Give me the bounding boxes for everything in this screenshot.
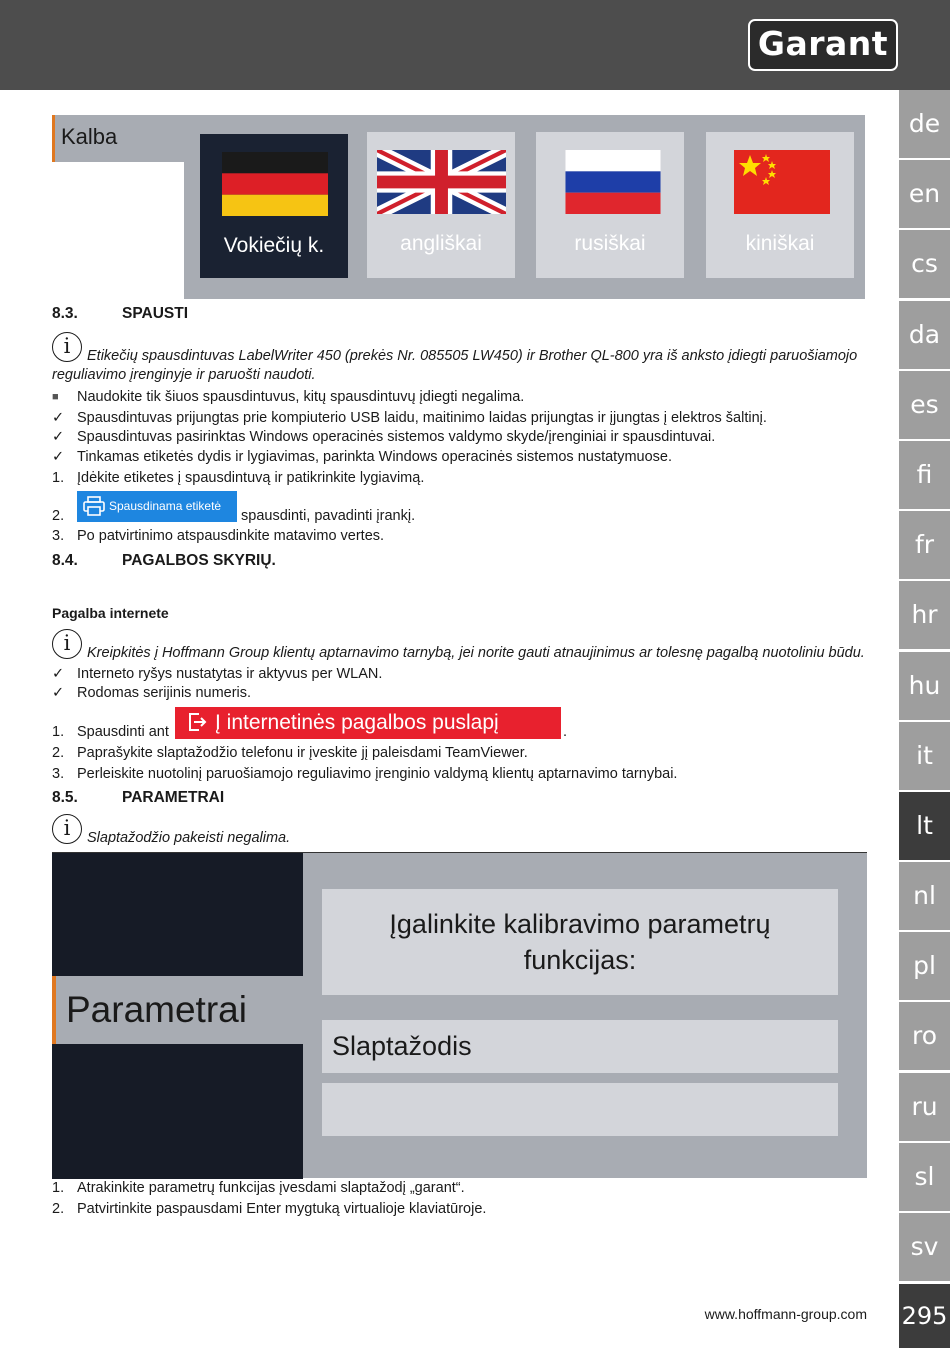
language-tab-it[interactable]: it bbox=[899, 722, 950, 790]
header-bar bbox=[0, 0, 950, 90]
subheading: Pagalba internete bbox=[52, 605, 169, 621]
online-help-button-label: Į internetinės pagalbos puslapį bbox=[215, 711, 499, 734]
language-sidebar bbox=[899, 90, 950, 1283]
language-tab-en[interactable]: en bbox=[899, 160, 950, 228]
language-tab-fr[interactable]: fr bbox=[899, 511, 950, 579]
language-option-chinese[interactable] bbox=[706, 132, 854, 278]
section-number: 8.5. bbox=[52, 789, 78, 806]
china-flag-icon bbox=[734, 150, 830, 214]
step-number: 2. bbox=[52, 1201, 65, 1217]
parameters-header-line: funkcijas: bbox=[523, 945, 637, 975]
language-option-label: kiniškai bbox=[745, 232, 815, 255]
parameters-header-box bbox=[322, 889, 838, 995]
language-tab-es[interactable]: es bbox=[899, 371, 950, 439]
language-tab-de[interactable]: de bbox=[899, 90, 950, 158]
step-number: 1. bbox=[52, 724, 65, 740]
russia-flag-icon bbox=[564, 150, 662, 214]
step-text: Įdėkite etiketes į spausdintuvą ir patikrinkite lygiavimą. bbox=[77, 470, 425, 486]
section-title: PAGALBOS SKYRIŲ. bbox=[122, 552, 276, 569]
language-panel-gap bbox=[52, 162, 184, 299]
check-text: Spausdintuvas pasirinktas Windows operacinės sistemos valdymo skyde/įrenginiai ir spausdintuvai. bbox=[77, 429, 716, 445]
language-tab-fi[interactable]: fi bbox=[899, 441, 950, 509]
step-text: Paprašykite slaptažodžio telefonu ir įveskite jį paleisdami TeamViewer. bbox=[77, 745, 528, 761]
print-label-button-label: Spausdinama etiketė bbox=[109, 499, 222, 513]
check-marker: ✓ bbox=[52, 685, 65, 701]
step-text-end: . bbox=[563, 724, 568, 740]
footer-url[interactable]: www.hoffmann-group.com bbox=[704, 1306, 867, 1322]
exit-icon bbox=[187, 712, 207, 732]
language-tab-hr[interactable]: hr bbox=[899, 581, 950, 649]
section-number: 8.3. bbox=[52, 305, 78, 322]
info-icon: i bbox=[52, 814, 82, 844]
step-number: 1. bbox=[52, 1180, 65, 1196]
step-text: Patvirtinkite paspausdami Enter mygtuką virtualioje klaviatūroje. bbox=[77, 1201, 487, 1217]
parameters-title-band bbox=[52, 976, 303, 1044]
step-text: Atrakinkite parametrų funkcijas įvesdami slaptažodį „garant“. bbox=[77, 1180, 465, 1196]
page-number: 295 bbox=[899, 1284, 950, 1348]
bullet-marker: ■ bbox=[52, 391, 59, 403]
check-marker: ✓ bbox=[52, 449, 65, 465]
info-text-continued: reguliavimo įrenginyje ir paruošti naudoti. bbox=[52, 367, 316, 383]
check-text: Rodomas serijinis numeris. bbox=[77, 685, 252, 701]
language-tab-pl[interactable]: pl bbox=[899, 932, 950, 1000]
language-option-english[interactable] bbox=[367, 132, 515, 278]
language-tab-sv[interactable]: sv bbox=[899, 1213, 950, 1281]
language-tab-ro[interactable]: ro bbox=[899, 1002, 950, 1070]
check-marker: ✓ bbox=[52, 429, 65, 445]
bullet-text: Naudokite tik šiuos spausdintuvus, kitų spausdintuvų įdiegti negalima. bbox=[77, 389, 525, 405]
step-number: 2. bbox=[52, 745, 65, 761]
parameters-title: Parametrai bbox=[66, 989, 247, 1030]
language-option-russian[interactable] bbox=[536, 132, 684, 278]
step-number: 2. bbox=[52, 508, 65, 524]
check-text: Interneto ryšys nustatytas ir aktyvus per WLAN. bbox=[77, 666, 383, 682]
language-panel bbox=[52, 115, 865, 299]
check-marker: ✓ bbox=[52, 666, 65, 682]
check-text: Spausdintuvas prijungtas prie kompiuterio USB laidu, maitinimo laidas prijungtas ir įjungtas į elektros šaltinį. bbox=[77, 410, 767, 426]
language-tab-da[interactable]: da bbox=[899, 301, 950, 369]
password-field[interactable] bbox=[322, 1083, 838, 1136]
print-label-button[interactable] bbox=[77, 491, 237, 522]
language-tab-nl[interactable]: nl bbox=[899, 862, 950, 930]
section-title: SPAUSTI bbox=[122, 305, 189, 322]
germany-flag-icon bbox=[222, 152, 328, 216]
section-title: PARAMETRAI bbox=[122, 789, 225, 806]
info-text: Etikečių spausdintuvas LabelWriter 450 (prekės Nr. 085505 LW450) ir Brother QL-800 yra iš anksto įdiegti paruošiamojo bbox=[87, 348, 858, 364]
info-icon: i bbox=[52, 332, 82, 362]
parameters-panel bbox=[52, 852, 867, 1178]
step-text: Perleiskite nuotolinį paruošiamojo reguliavimo įrenginio valdymą klientų aptarnavimo tarnybai. bbox=[77, 766, 678, 782]
check-marker: ✓ bbox=[52, 410, 65, 426]
language-tab-sl[interactable]: sl bbox=[899, 1143, 950, 1211]
language-tab-cs[interactable]: cs bbox=[899, 230, 950, 298]
step-number: 3. bbox=[52, 528, 65, 544]
info-text: Slaptažodžio pakeisti negalima. bbox=[87, 830, 291, 846]
step-text: Spausdinti ant bbox=[77, 724, 169, 740]
language-option-label: rusiškai bbox=[574, 232, 646, 255]
language-option-label: angliškai bbox=[400, 232, 482, 255]
step-text: spausdinti, pavadinti įrankį. bbox=[241, 508, 416, 524]
language-option-german[interactable] bbox=[200, 134, 348, 278]
section-number: 8.4. bbox=[52, 552, 78, 569]
info-icon: i bbox=[52, 629, 82, 659]
printer-icon bbox=[83, 496, 105, 516]
language-tab-hu[interactable]: hu bbox=[899, 652, 950, 720]
online-help-button[interactable] bbox=[175, 707, 561, 739]
check-text: Tinkamas etiketės dydis ir lygiavimas, parinkta Windows operacinės sistemos nustatymuose. bbox=[77, 449, 673, 465]
password-label: Slaptažodis bbox=[322, 1020, 838, 1073]
parameters-header-line: Įgalinkite kalibravimo parametrų bbox=[389, 909, 771, 939]
brand-logo: Garant bbox=[748, 19, 898, 71]
language-panel-title-band bbox=[52, 115, 184, 162]
info-text: Kreipkitės į Hoffmann Group klientų aptarnavimo tarnybą, jei norite gauti atnaujinimus ar tolesnę pagalbą nuotoliniu būdu. bbox=[87, 645, 865, 661]
language-panel-title: Kalba bbox=[61, 124, 118, 149]
step-number: 1. bbox=[52, 470, 65, 486]
language-tab-ru[interactable]: ru bbox=[899, 1073, 950, 1141]
language-tab-lt[interactable]: lt bbox=[899, 792, 950, 860]
step-number: 3. bbox=[52, 766, 65, 782]
step-text: Po patvirtinimo atspausdinkite matavimo vertes. bbox=[77, 528, 385, 544]
uk-flag-icon bbox=[377, 150, 506, 214]
language-option-label: Vokiečių k. bbox=[223, 234, 325, 257]
